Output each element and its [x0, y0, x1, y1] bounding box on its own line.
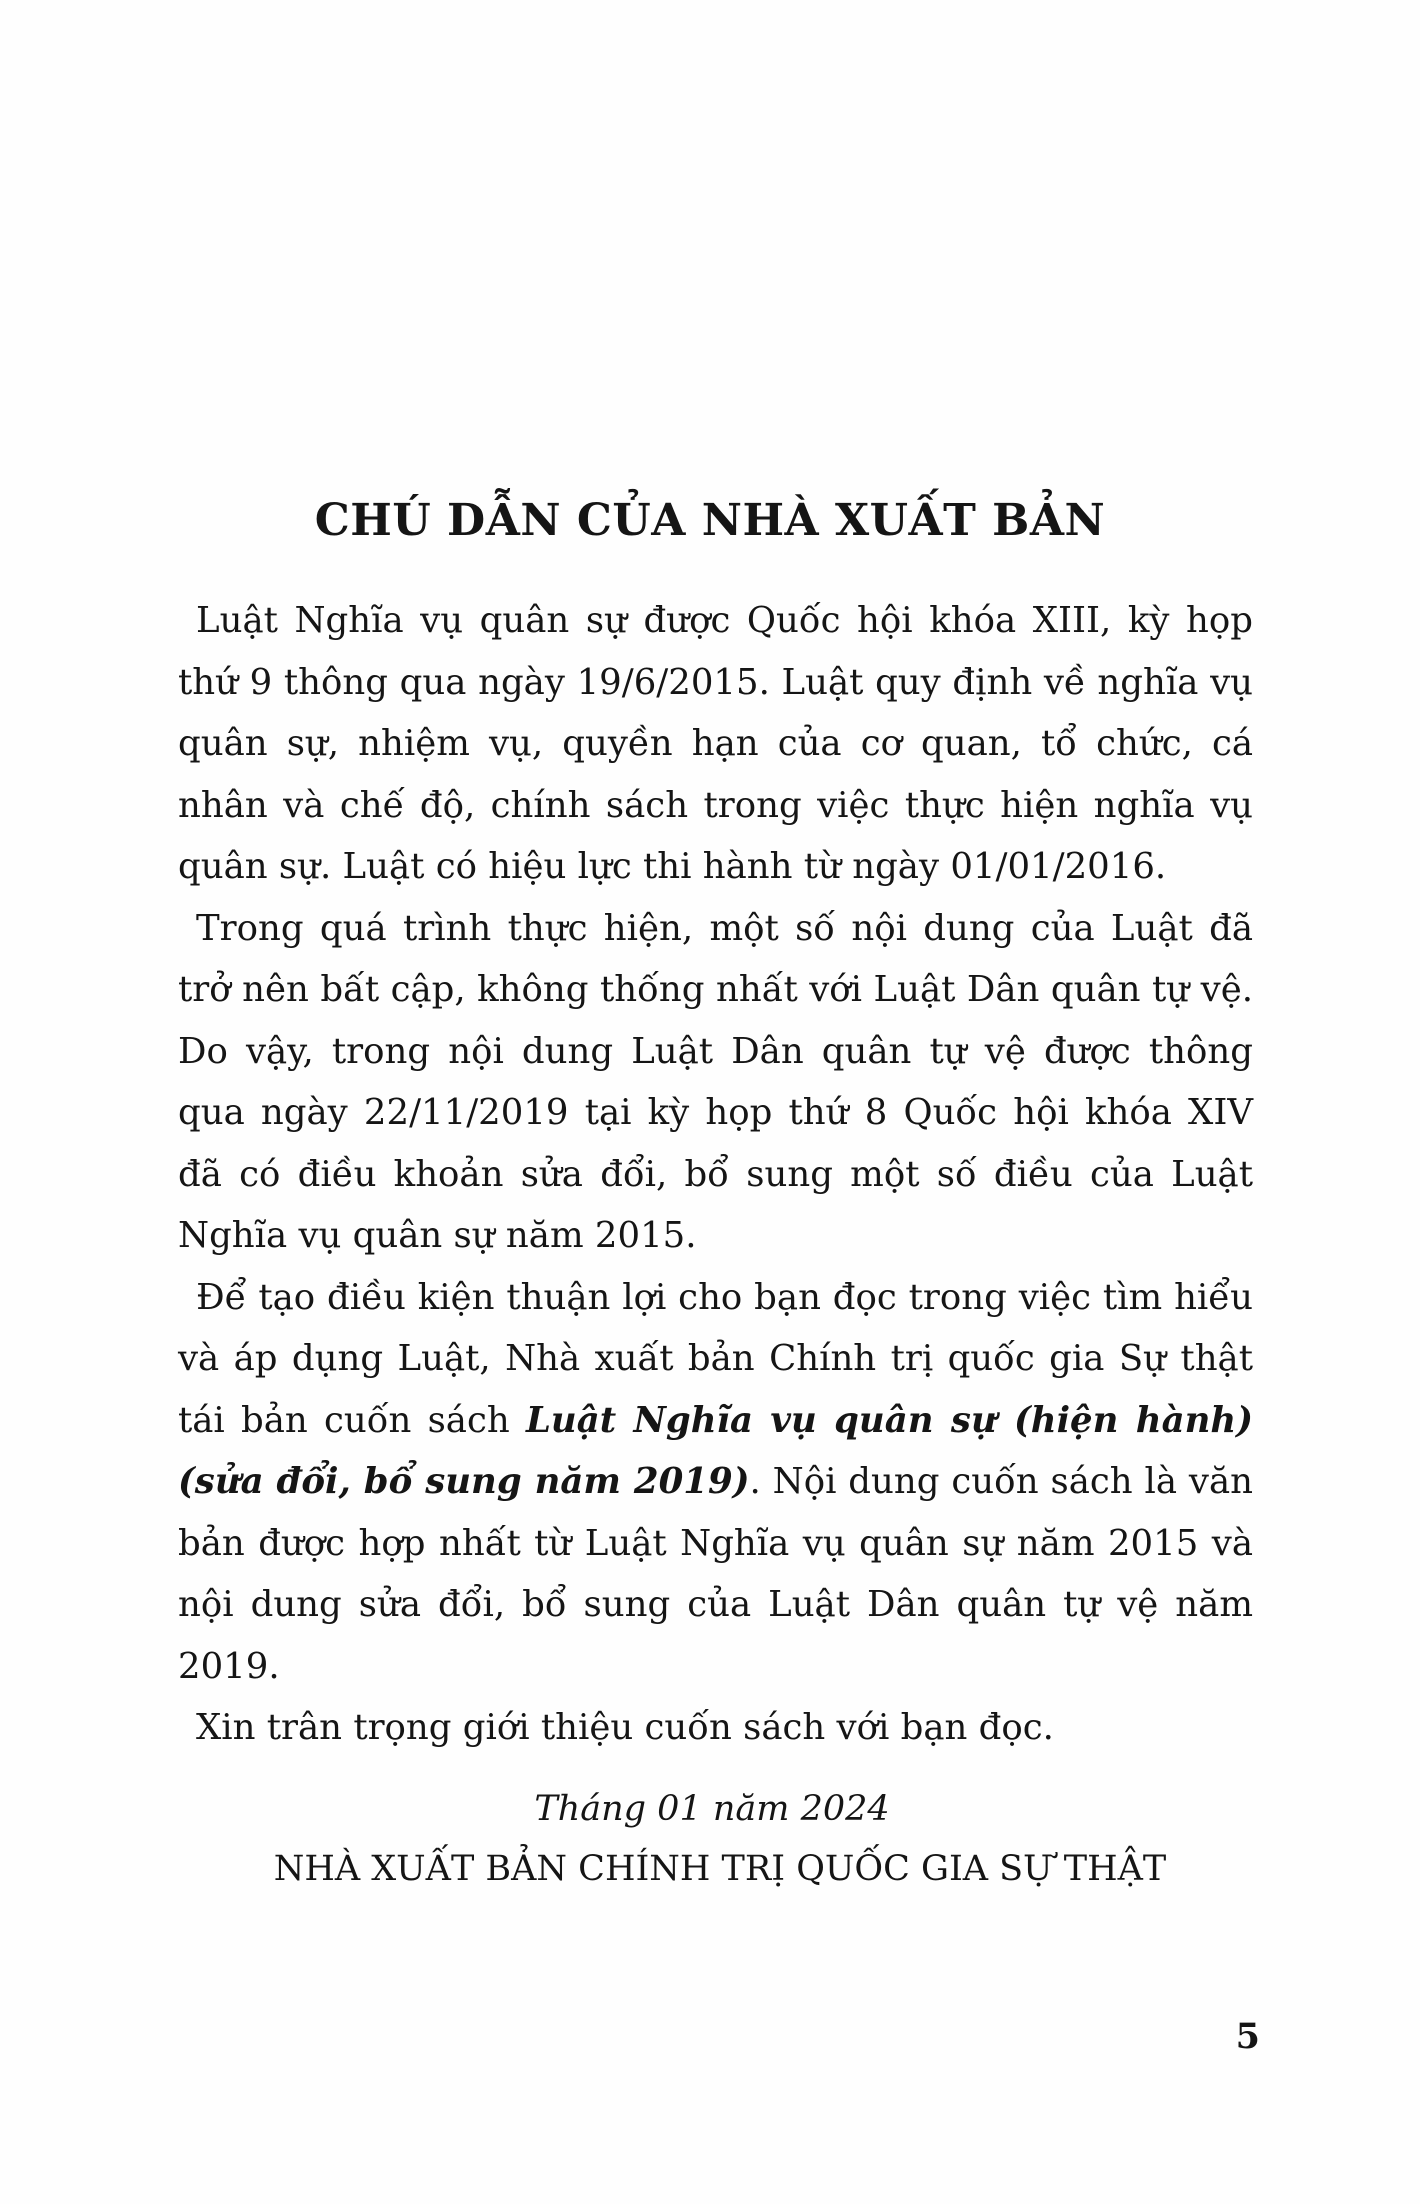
paragraph-3-intro: Để tạo điều kiện thuận lợi cho bạn đọc trong việc tìm hiểu và áp dụng Luật, Nhà xuất bản Chính trị quốc gia Sự thật tái bản cuốn sách [178, 1276, 1253, 1441]
paragraph-4: Xin trân trọng giới thiệu cuốn sách với bạn đọc. [196, 1707, 1054, 1748]
paragraph-2: Trong quá trình thực hiện, một số nội dung của Luật đã trở nên bất cập, không thống nhất với Luật Dân quân tự vệ. Do vậy, trong nội dung Luật Dân quân tự vệ được thông qua ngày 22/11/2019 tại kỳ họp thứ 8 Quốc hội khóa XIV đã có điều khoản sửa đổi, bổ sung một số điều của Luật Nghĩa vụ quân sự năm 2015. [178, 907, 1253, 1256]
paragraph-3 [178, 1267, 1253, 1698]
page-number: 5 [1235, 2016, 1260, 2057]
paragraph-1: Luật Nghĩa vụ quân sự được Quốc hội khóa XIII, kỳ họp thứ 9 thông qua ngày 19/6/2015. Luật quy định về nghĩa vụ quân sự, nhiệm vụ, quyền hạn của cơ quan, tổ chức, cá nhân và chế độ, chính sách trong việc thực hiện nghĩa vụ quân sự. Luật có hiệu lực thi hành từ ngày 01/01/2016. [178, 600, 1253, 887]
signature-publisher: NHÀ XUẤT BẢN CHÍNH TRỊ QUỐC GIA SỰ THẬT [273, 1849, 1167, 1889]
paragraph-3-rest: . Nội dung cuốn sách là văn bản được hợp nhất từ Luật Nghĩa vụ quân sự năm 2015 và nội dung sửa đổi, bổ sung của Luật Dân quân tự vệ năm 2019. [178, 1461, 1253, 1687]
page-heading: CHÚ DẪN CỦA NHÀ XUẤT BẢN [314, 495, 1106, 547]
signature-date: Tháng 01 năm 2024 [534, 1789, 890, 1829]
book-title: Luật Nghĩa vụ quân sự (hiện hành) (sửa đổi, bổ sung năm 2019) [178, 1399, 1254, 1502]
body-text [178, 590, 1253, 1759]
